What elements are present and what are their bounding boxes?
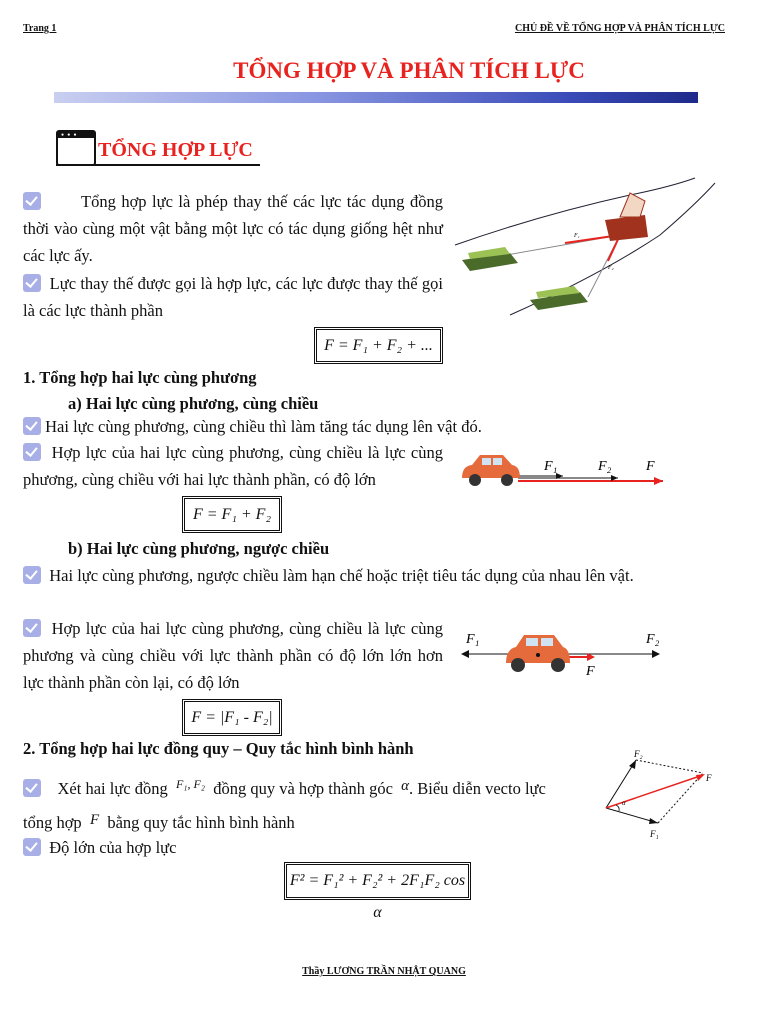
car2-f1-label: F₁ — [466, 632, 480, 647]
car2-f-label: F — [586, 664, 595, 679]
para-alpha-label: α — [622, 799, 626, 807]
formula-box-same-direction: F = F₁ + F₂ — [182, 496, 282, 533]
check-icon — [23, 619, 41, 637]
part2-paragraph-2: tổng hợp F bằng quy tắc hình bình hành — [23, 812, 295, 832]
car1-f1-label: F₁ — [544, 459, 558, 474]
header-topic: CHỦ ĐỀ VỀ TỔNG HỢP VÀ PHÂN TÍCH LỰC — [514, 23, 725, 34]
boat-f1-label: F₁ — [574, 233, 580, 239]
car-figure-same-direction — [458, 448, 668, 493]
part1-heading: 1. Tổng hợp hai lực cùng phương — [23, 368, 257, 387]
page-number: Trang 1 — [23, 23, 57, 34]
part1b-paragraph-1: Hai lực cùng phương, ngược chiều làm hạn chế hoặc triệt tiêu tác dụng của nhau lên vật. — [23, 562, 665, 589]
title-divider — [54, 92, 698, 103]
part1b-heading: b) Hai lực cùng phương, ngược chiều — [68, 539, 330, 558]
check-icon — [23, 566, 41, 584]
para-f2-label: F₂ — [634, 749, 643, 759]
part1b-paragraph-2: Hợp lực của hai lực cùng phương, cùng chiều là lực cùng phương và cùng chiều với lực thành phần có độ lớn lớn hơn lực thành phần còn lại, có độ lớn — [23, 619, 443, 692]
part2-paragraph-3: Độ lớn của hợp lực — [23, 834, 176, 861]
car1-f2-label: F₂ — [598, 459, 612, 474]
check-icon — [23, 443, 41, 461]
check-icon — [23, 417, 41, 435]
check-icon — [23, 192, 41, 210]
window-icon: ● ● ● — [56, 130, 96, 166]
formula-box-opposite-direction: F = |F₁ - F₂| — [182, 699, 282, 736]
part2-paragraph-1: Xét hai lực đồng $^{F_1, F_2}$ đồng quy và hợp thành góc α. Biểu diễn vecto lực — [23, 771, 593, 802]
section-underline — [56, 164, 260, 166]
check-icon — [23, 779, 41, 797]
intro-paragraph-2: Lực thay thế được gọi là hợp lực, các lực được thay thế gọi là các lực thành phần — [23, 274, 444, 320]
parallelogram-figure — [598, 745, 723, 843]
formula-box-total: F = F₁ + F₂ + ... — [314, 327, 443, 364]
part1a-paragraph-2: Hợp lực của hai lực cùng phương, cùng chiều là lực cùng phương, cùng chiều với hai lực thành phần, có độ lớn — [23, 443, 443, 489]
check-icon — [23, 274, 41, 292]
para-f-label: F — [706, 773, 712, 783]
car-figure-opposite-direction — [458, 625, 668, 680]
intro-paragraph-1: Tổng hợp lực là phép thay thế các lực tác dụng đồng thời vào cùng một vật bằng một lực có tác dụng giống hệt như các lực ấy. — [23, 192, 443, 265]
boat-f2-label: F₂ — [608, 265, 614, 271]
footer-author: Thầy LƯƠNG TRẦN NHẬT QUANG — [302, 966, 466, 977]
page-title: TỔNG HỢP VÀ PHÂN TÍCH LỰC — [233, 58, 585, 83]
car1-f-label: F — [646, 459, 655, 474]
part1a-heading: a) Hai lực cùng phương, cùng chiều — [68, 394, 319, 413]
boats-figure — [450, 175, 720, 320]
car2-f2-label: F₂ — [646, 632, 660, 647]
part1a-paragraph-1: Hai lực cùng phương, cùng chiều thì làm tăng tác dụng lên vật đó. — [23, 413, 482, 440]
para-f1-label: F₁ — [650, 829, 659, 839]
check-icon — [23, 838, 41, 856]
formula-box-parallelogram: F² = F₁² + F₂² + 2F₁F₂ cos α — [284, 862, 471, 900]
part2-heading: 2. Tổng hợp hai lực đồng quy – Quy tắc hình bình hành — [23, 739, 414, 758]
section-title: TỔNG HỢP LỰC — [98, 139, 253, 161]
